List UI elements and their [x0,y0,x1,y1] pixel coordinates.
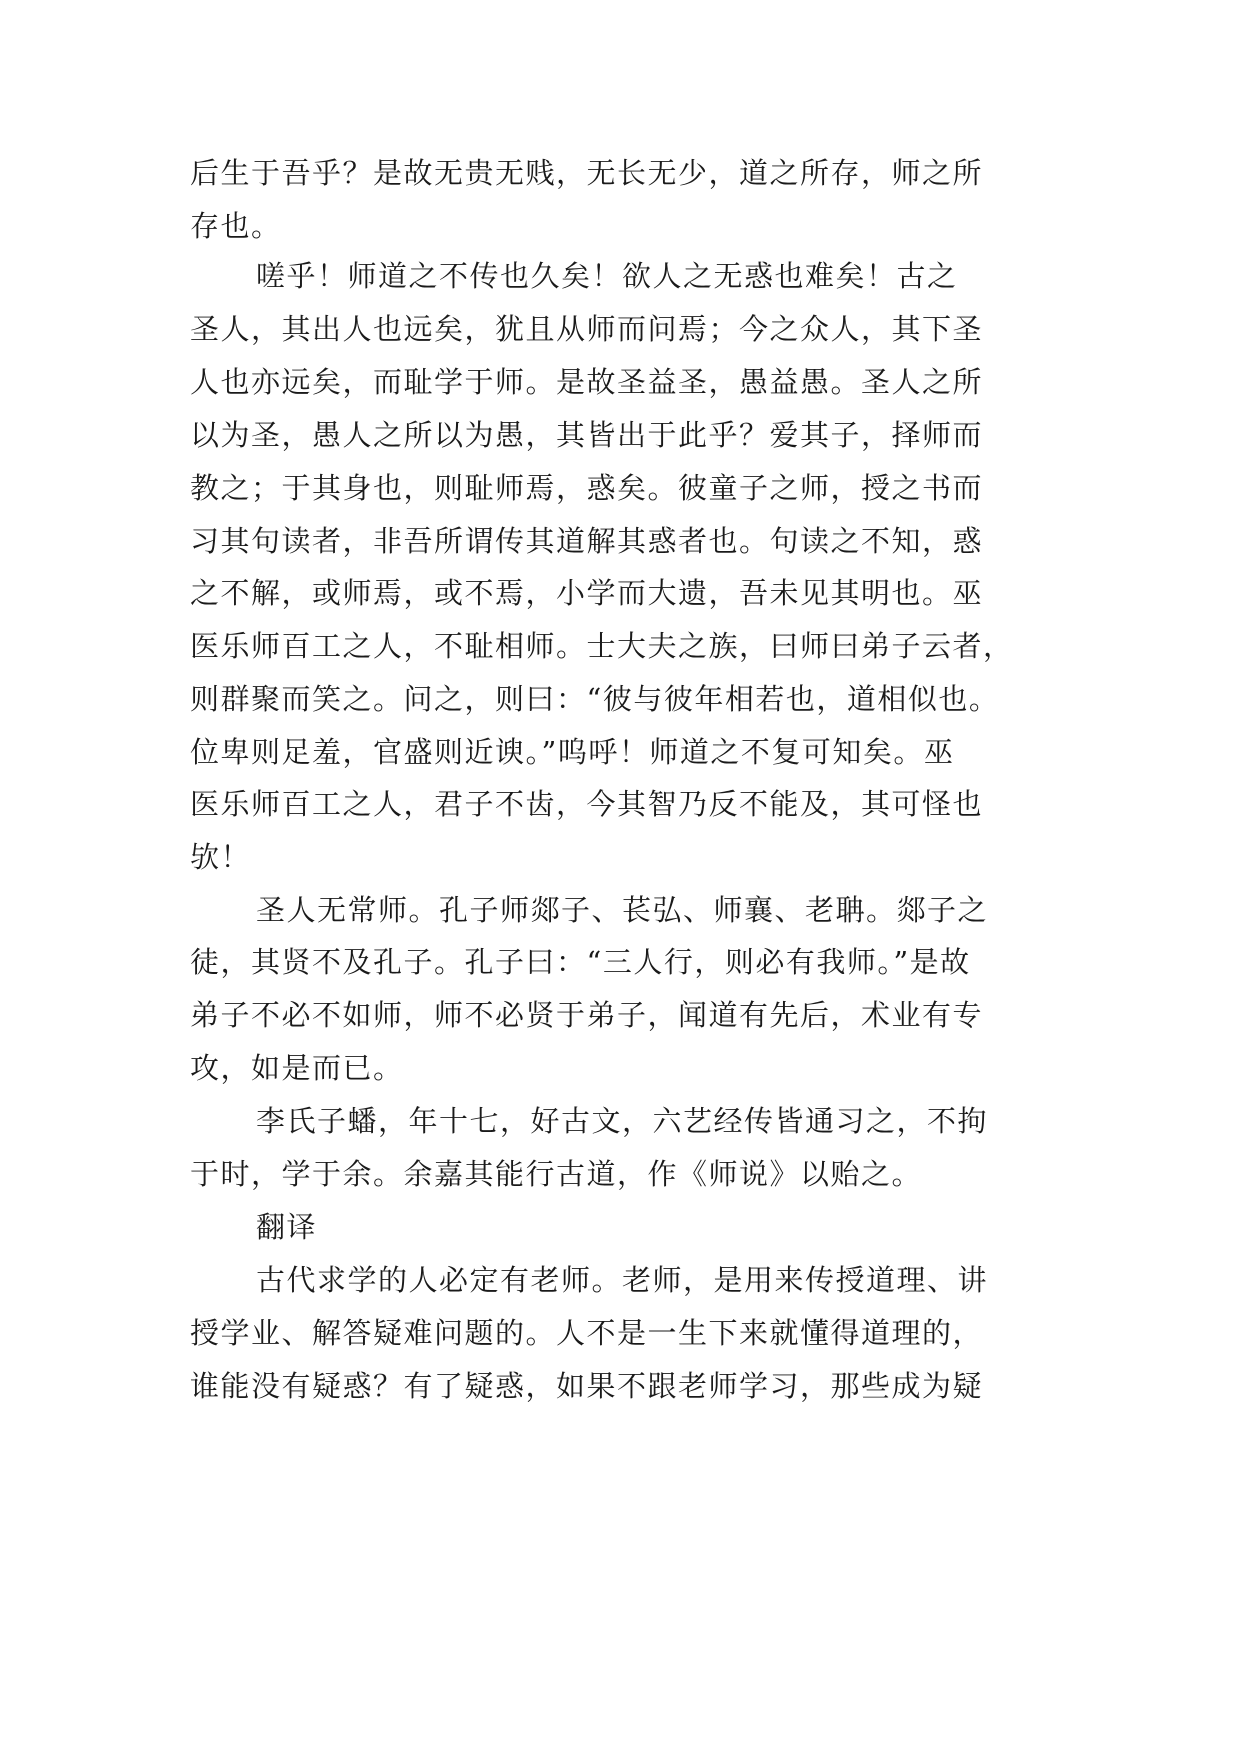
text-line: 于时，学于余。余嘉其能行古道，作《师说》以贻之。 [190,1157,923,1191]
text-line: 嗟乎！师道之不传也久矣！欲人之无惑也难矣！古之 [256,259,958,293]
text-line: 古代求学的人必定有老师。老师，是用来传授道理、讲 [256,1263,989,1297]
text-line: 医乐师百工之人，不耻相师。士大夫之族，曰师曰弟子云者， [190,629,1014,663]
text-line: 后生于吾乎？是故无贵无贱，无长无少，道之所存，师之所 [190,156,984,190]
text-line: 习其句读者，非吾所谓传其道解其惑者也。句读之不知，惑 [190,524,984,558]
text-line: 李氏子蟠，年十七，好古文，六艺经传皆通习之，不拘 [256,1104,989,1138]
text-line: 欤！ [190,840,252,874]
text-line: 授学业、解答疑难问题的。人不是一生下来就懂得道理的， [190,1316,984,1350]
text-line: 谁能没有疑惑？有了疑惑，如果不跟老师学习，那些成为疑 [190,1369,984,1403]
text-line: 弟子不必不如师，师不必贤于弟子，闻道有先后，术业有专 [190,998,984,1032]
text-line: 位卑则足羞，官盛则近谀。”呜呼！师道之不复可知矣。巫 [190,735,955,769]
text-line: 存也。 [190,209,282,243]
text-line: 人也亦远矣，而耻学于师。是故圣益圣，愚益愚。圣人之所 [190,365,984,399]
text-line: 医乐师百工之人，君子不齿，今其智乃反不能及，其可怪也 [190,787,984,821]
text-line: 则群聚而笑之。问之，则曰：“彼与彼年相若也，道相似也。 [190,682,1000,716]
text-line: 圣人，其出人也远矣，犹且从师而问焉；今之众人，其下圣 [190,312,984,346]
text-line: 徒，其贤不及孔子。孔子曰：“三人行，则必有我师。”是故 [190,945,971,979]
text-line: 教之；于其身也，则耻师焉，惑矣。彼童子之师，授之书而 [190,471,984,505]
text-line: 圣人无常师。孔子师郯子、苌弘、师襄、老聃。郯子之 [256,893,989,927]
text-line: 之不解，或师焉，或不焉，小学而大遗，吾未见其明也。巫 [190,576,984,610]
text-line: 攻，如是而已。 [190,1051,404,1085]
text-line: 以为圣，愚人之所以为愚，其皆出于此乎？爱其子，择师而 [190,418,984,452]
text-line: 翻译 [256,1210,318,1244]
